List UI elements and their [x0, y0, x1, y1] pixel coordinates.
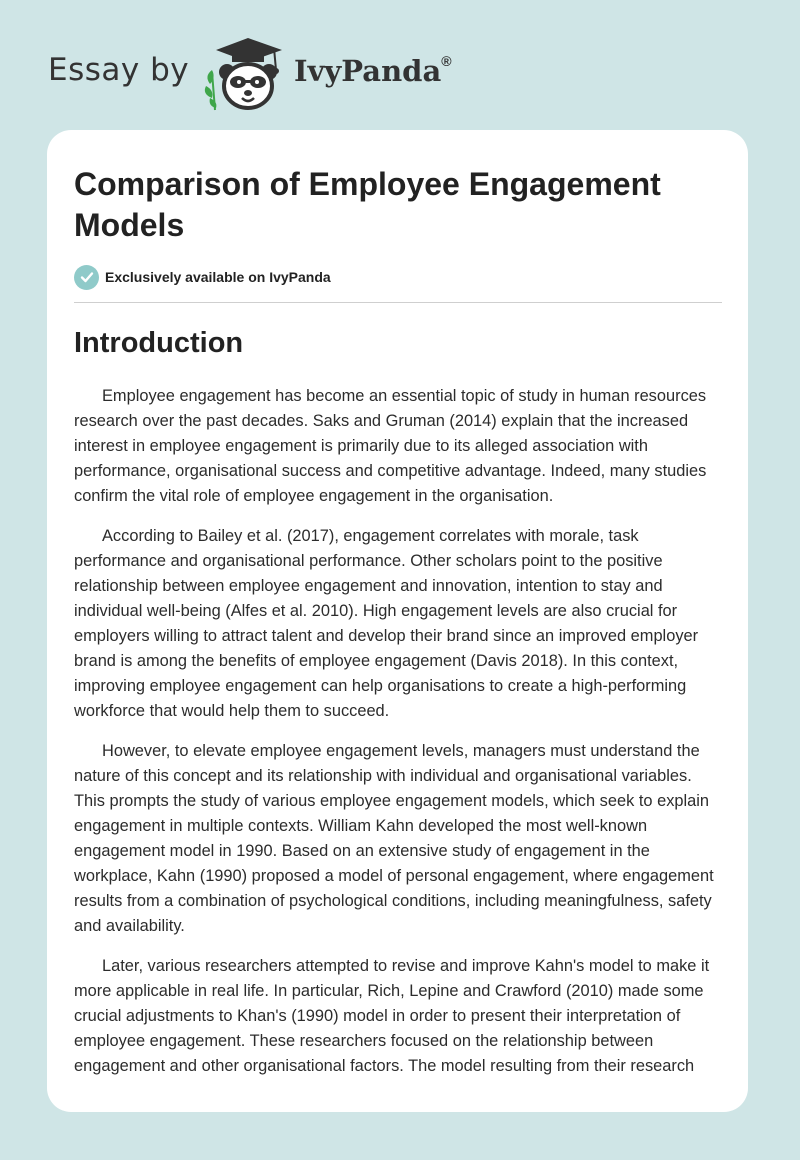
exclusive-badge-label: Exclusively available on IvyPanda	[105, 269, 331, 285]
brand-name[interactable]	[294, 54, 452, 88]
paragraph-2: According to Bailey et al. (2017), engagement correlates with morale, task performance and organisational performance. Other scholars point to the positive relationship between employee engagement and innovation, intention to stay and individual well-being (Alfes et al. 2010). High engagement levels are also crucial for employers willing to attract talent and develop their brand since an improved employer brand is among the benefits of employee engagement (Davis 2018). In this context, improving employee engagement can help organisations to create a high-performing workforce that would help them to succeed.	[74, 527, 699, 720]
paragraph-4: Later, various researchers attempted to revise and improve Kahn's model to make it more applicable in real life. In particular, Rich, Lepine and Crawford (2010) made some crucial adjustments to Khan's (1990) model in order to present their interpretation of employee engagement. These researchers focused on the relationship between engagement and other organisational factors. The model resulting from their research	[74, 957, 710, 1075]
paragraph-1: Employee engagement has become an essential topic of study in human resources research over the past decades. Saks and Gruman (2014) explain that the increased interest in employee engagement is primarily due to its alleged association with performance, organisational success and competitive advantage. Indeed, many studies confirm the vital role of employee engagement in the organisation.	[74, 387, 707, 505]
check-circle-icon	[74, 265, 99, 290]
brand-text: IvyPanda	[294, 54, 442, 88]
section-heading-introduction: Introduction	[74, 327, 244, 359]
divider	[74, 302, 722, 303]
essay-by-label: Essay by	[48, 52, 190, 88]
exclusive-badge	[74, 264, 331, 290]
essay-body	[74, 384, 726, 1094]
essay-card	[47, 130, 748, 1112]
page-title: Comparison of Employee Engagement Models	[74, 166, 661, 243]
paragraph-3: However, to elevate employee engagement levels, managers must understand the nature of this concept and its relationship with individual and organisational variables. This prompts the study of various employee engagement models, which seek to explain engagement in multiple contexts. William Kahn developed the most well-known engagement model in 1990. Based on an extensive study of engagement in the workplace, Kahn (1990) proposed a model of personal engagement, where engagement results from a combination of psychological conditions, including meaningfulness, safety and availability.	[74, 742, 714, 935]
site-header	[48, 32, 568, 112]
panda-graduate-icon[interactable]	[202, 36, 292, 112]
registered-mark: ®	[441, 53, 452, 70]
